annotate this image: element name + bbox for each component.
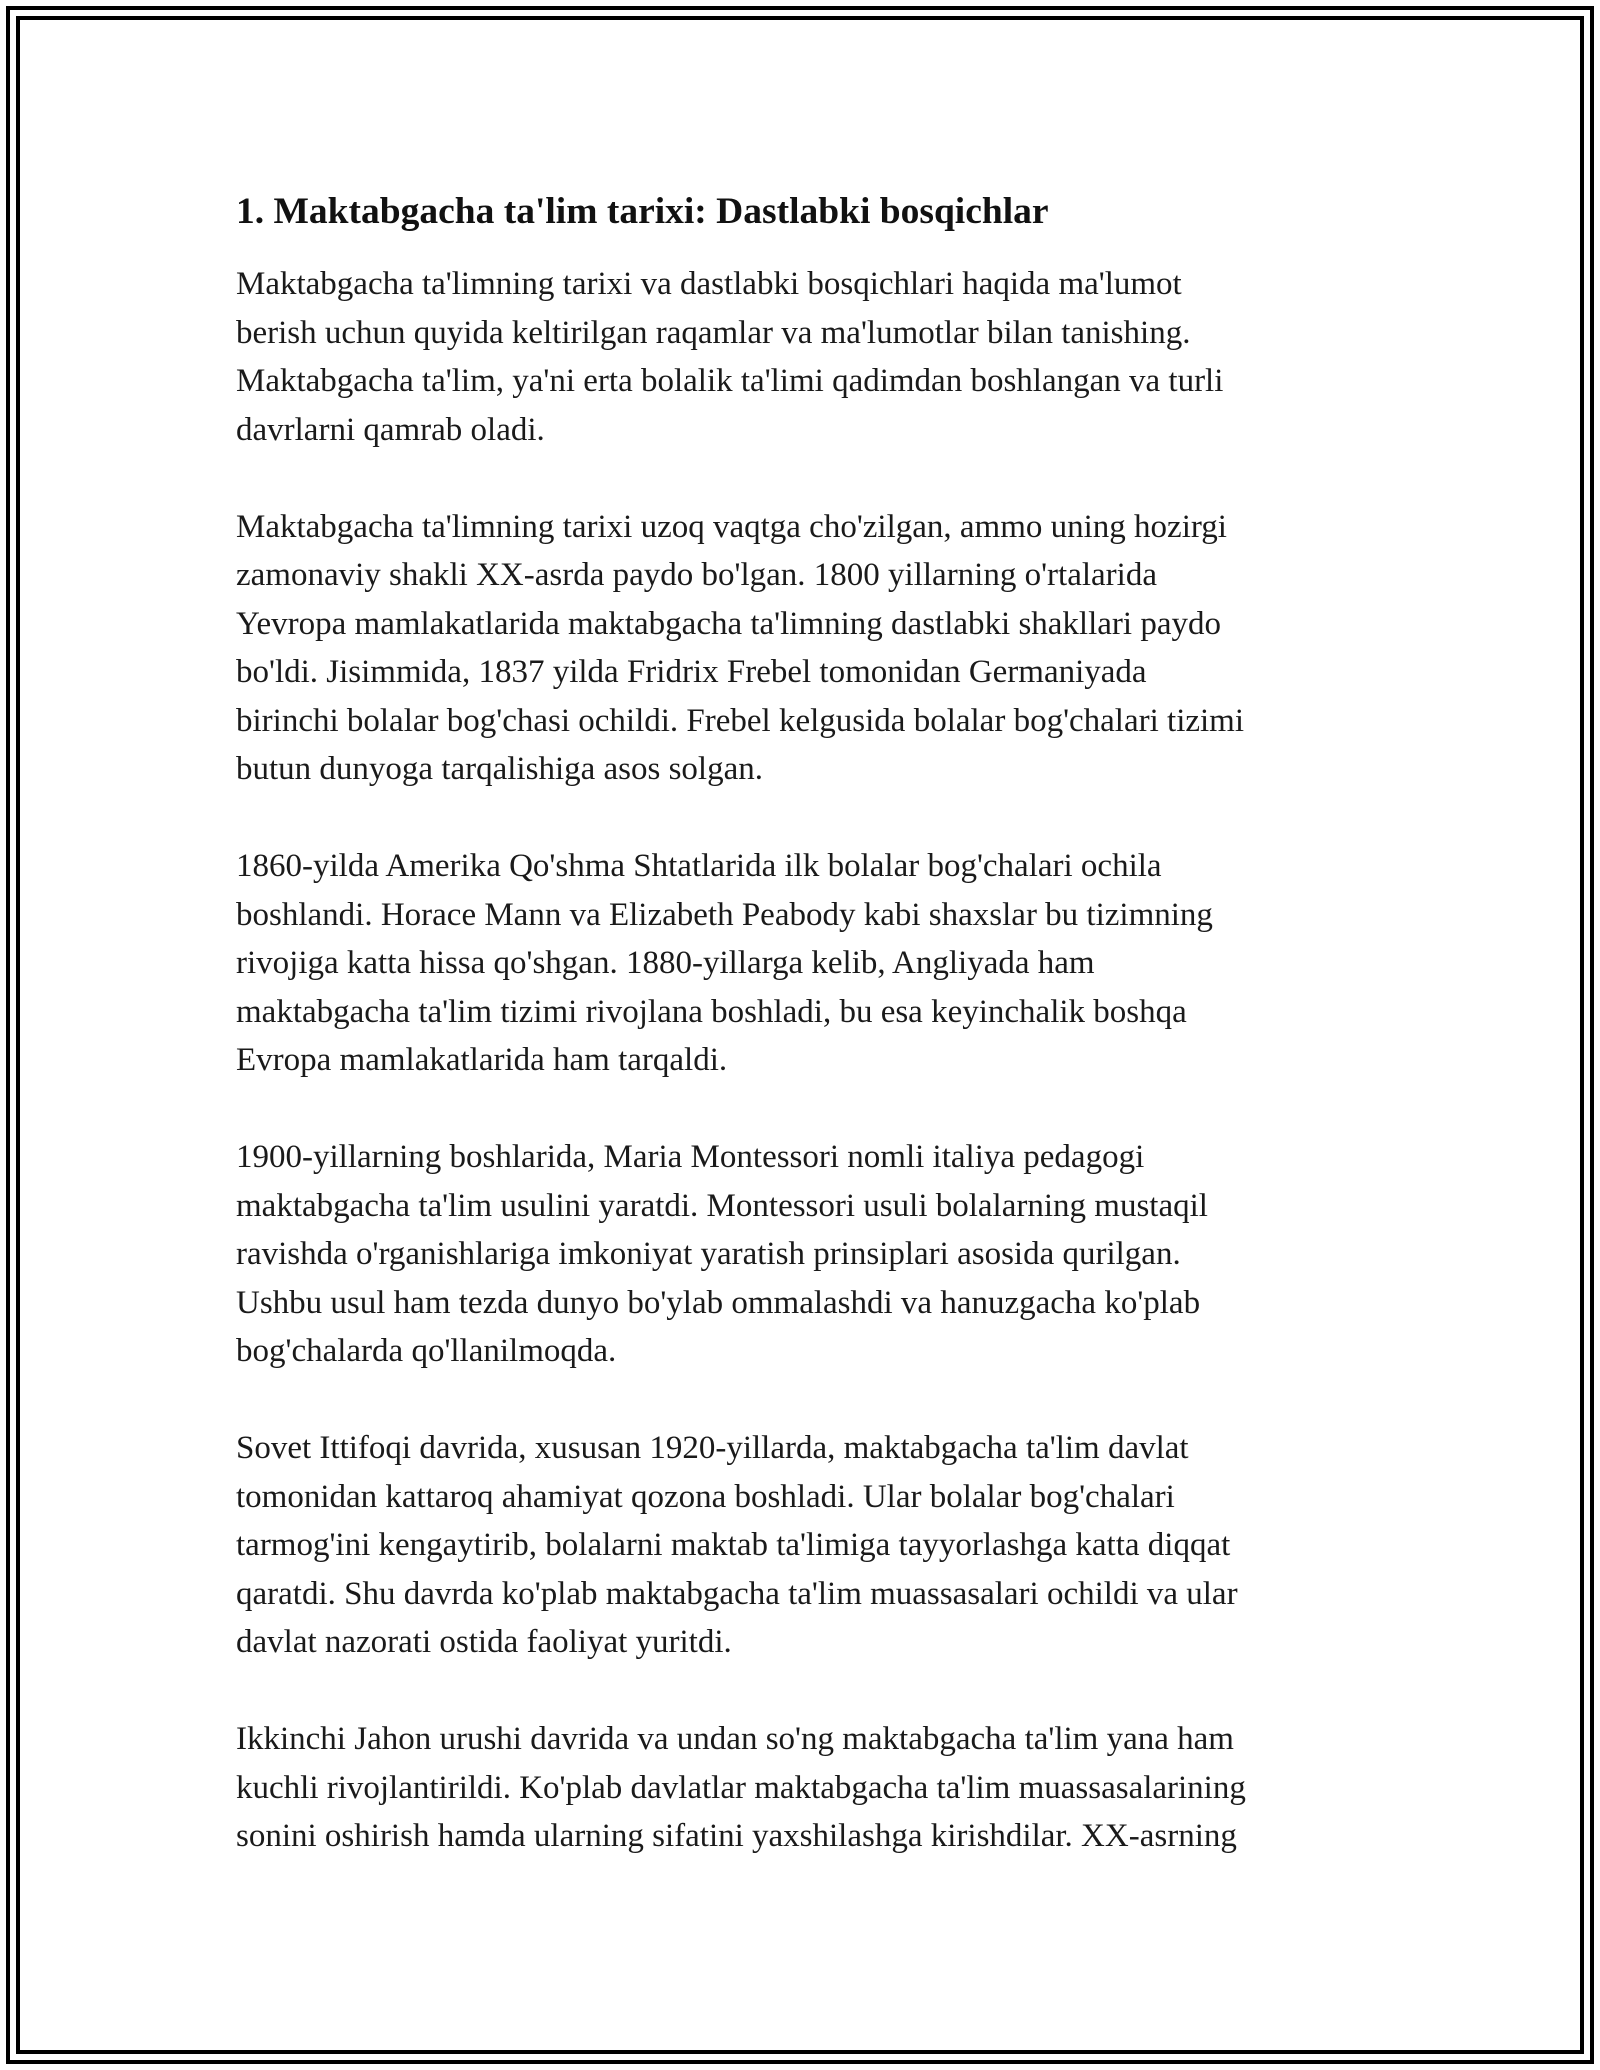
paragraph: [236, 503, 1376, 794]
text-line: Maktabgacha ta'lim, ya'ni erta bolalik ta'limi qadimdan boshlangan va turli: [236, 363, 1224, 399]
text-line: maktabgacha ta'lim tizimi rivojlana boshladi, bu esa keyinchalik boshqa: [236, 993, 1187, 1030]
text-line: Evropa mamlakatlarida ham tarqaldi.: [236, 1042, 728, 1078]
text-line: qaratdi. Shu davrda ko'plab maktabgacha ta'lim muassasalari ochildi va ular: [236, 1575, 1238, 1612]
document-body: [236, 260, 1376, 1861]
text-line: tomonidan kattaroq ahamiyat qozona boshladi. Ular bolalar bog'chalari: [236, 1478, 1175, 1515]
text-line: sonini oshirish hamda ularning sifatini yaxshilashga kirishdilar. XX-asrning: [236, 1818, 1237, 1854]
text-line: 1900-yillarning boshlarida, Maria Montessori nomli italiya pedagogi: [236, 1139, 1145, 1175]
text-line: butun dunyoga tarqalishiga asos solgan.: [236, 751, 764, 787]
text-line: Sovet Ittifoqi davrida, xususan 1920-yillarda, maktabgacha ta'lim davlat: [236, 1430, 1189, 1466]
text-line: Ushbu usul ham tezda dunyo bo'ylab ommalashdi va hanuzgacha ko'plab: [236, 1284, 1201, 1321]
text-line: Ikkinchi Jahon urushi davrida va undan so'ng maktabgacha ta'lim yana ham: [236, 1721, 1234, 1757]
section-title: 1. Maktabgacha ta'lim tarixi: Dastlabki bosqichlar: [236, 191, 1049, 232]
paragraph: [236, 842, 1376, 1085]
text-line: berish uchun quyida keltirilgan raqamlar va ma'lumotlar bilan tanishing.: [236, 314, 1191, 351]
text-line: bo'ldi. Jisimmida, 1837 yilda Fridrix Frebel tomonidan Germaniyada: [236, 654, 1147, 690]
text-line: ravishda o'rganishlariga imkoniyat yaratish prinsiplari asosida qurilgan.: [236, 1236, 1181, 1272]
paragraph: [236, 260, 1376, 454]
document-page: [236, 188, 1376, 1909]
text-line: rivojiga katta hissa qo'shgan. 1880-yillarga kelib, Angliyada ham: [236, 945, 1095, 981]
paragraph: [236, 1133, 1376, 1376]
text-line: zamonaviy shakli XX-asrda paydo bo'lgan. 1800 yillarning o'rtalarida: [236, 557, 1157, 593]
text-line: bog'chalarda qo'llanilmoqda.: [236, 1333, 617, 1369]
text-line: birinchi bolalar bog'chasi ochildi. Frebel kelgusida bolalar bog'chalari tizimi: [236, 702, 1245, 739]
text-line: maktabgacha ta'lim usulini yaratdi. Montessori usuli bolalarning mustaqil: [236, 1187, 1208, 1224]
text-line: davrlarni qamrab oladi.: [236, 411, 545, 448]
text-line: boshlandi. Horace Mann va Elizabeth Peabody kabi shaxslar bu tizimning: [236, 896, 1213, 933]
text-line: Maktabgacha ta'limning tarixi uzoq vaqtga cho'zilgan, ammo uning hozirgi: [236, 508, 1227, 545]
text-line: Yevropa mamlakatlarida maktabgacha ta'limning dastlabki shakllari paydo: [236, 605, 1221, 642]
text-line: davlat nazorati ostida faoliyat yuritdi.: [236, 1624, 732, 1660]
text-line: 1860-yilda Amerika Qo'shma Shtatlarida ilk bolalar bog'chalari ochila: [236, 848, 1162, 884]
paragraph: [236, 1715, 1376, 1861]
text-line: Maktabgacha ta'limning tarixi va dastlabki bosqichlari haqida ma'lumot: [236, 266, 1182, 302]
paragraph: [236, 1424, 1376, 1667]
text-line: tarmog'ini kengaytirib, bolalarni maktab ta'limiga tayyorlashga katta diqqat: [236, 1527, 1231, 1563]
text-line: kuchli rivojlantirildi. Ko'plab davlatlar maktabgacha ta'lim muassasalarining: [236, 1769, 1246, 1806]
